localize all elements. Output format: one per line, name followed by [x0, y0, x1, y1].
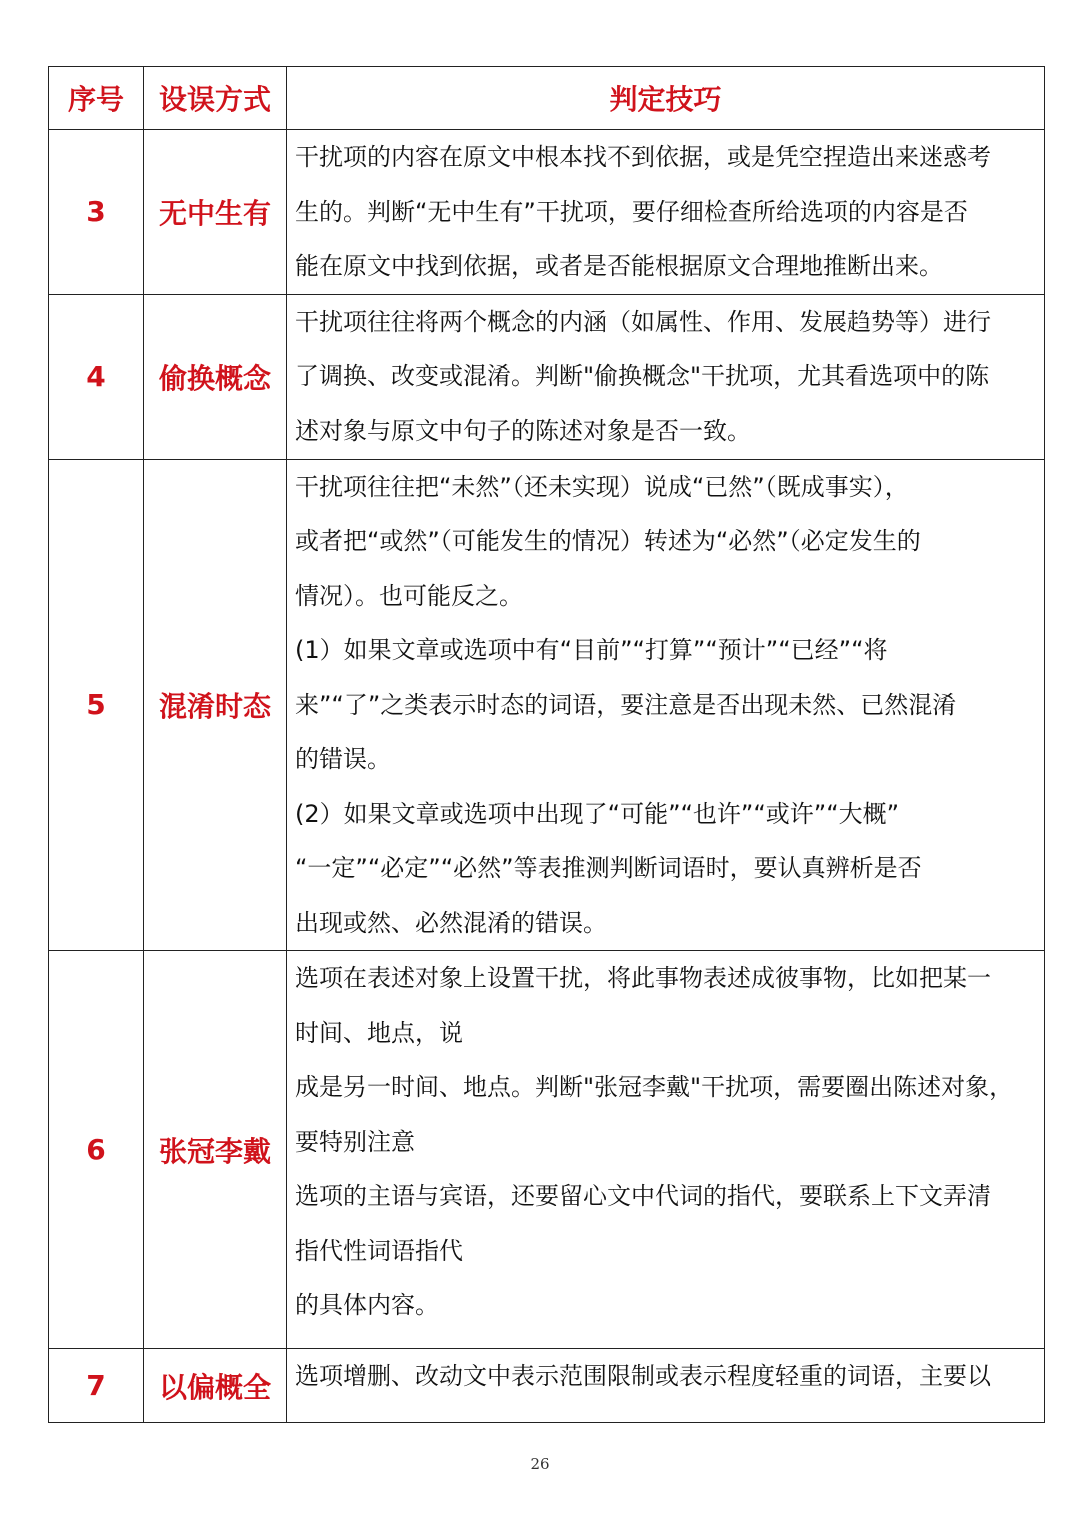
technique-line: 干扰项往往把“未然”（还未实现）说成“已然”（既成事实），	[295, 472, 909, 501]
technique-line: 要特别注意	[295, 1127, 415, 1156]
technique-line: 干扰项往往将两个概念的内涵（如属性、作用、发展趋势等）进行	[295, 307, 991, 336]
technique-line: 出现或然、必然混淆的错误。	[295, 908, 607, 937]
table-row	[49, 130, 1045, 295]
technique-line: “一定”“必定”“必然”等表推测判断词语时，要认真辨析是否	[295, 854, 922, 882]
table-header-row	[49, 67, 1045, 130]
technique-line: 生的。判断“无中生有”干扰项，要仔细检查所给选项的内容是否	[295, 197, 968, 226]
technique-line: 了调换、改变或混淆。判断"偷换概念"干扰项，尤其看选项中的陈	[295, 362, 990, 390]
table-row	[49, 951, 1045, 1349]
page-number: 26	[530, 1455, 550, 1473]
header-method: 设误方式	[144, 67, 287, 130]
row-number: 5	[49, 459, 144, 951]
technique-line: 的具体内容。	[295, 1291, 439, 1319]
row-number: 3	[49, 130, 144, 295]
row-number: 4	[49, 294, 144, 459]
row-method: 以偏概全	[144, 1349, 287, 1423]
row-technique	[287, 1349, 1045, 1423]
technique-line: 能在原文中找到依据，或者是否能根据原文合理地推断出来。	[295, 252, 943, 280]
table-row	[49, 1349, 1045, 1423]
technique-line: 情况）。也可能反之。	[295, 581, 523, 610]
row-technique	[287, 459, 1045, 951]
row-number: 7	[49, 1349, 144, 1423]
technique-line: 干扰项的内容在原文中根本找不到依据，或是凭空捏造出来迷惑考	[295, 143, 991, 171]
technique-line: 述对象与原文中句子的陈述对象是否一致。	[295, 416, 751, 445]
technique-line: 选项在表述对象上设置干扰，将此事物表述成彼事物，比如把某一	[295, 964, 991, 992]
technique-line: 选项的主语与宾语，还要留心文中代词的指代，要联系上下文弄清	[295, 1182, 991, 1210]
row-method: 混淆时态	[144, 459, 287, 951]
row-method: 无中生有	[144, 130, 287, 295]
technique-line: 来”“了”之类表示时态的词语，要注意是否出现未然、已然混淆	[295, 690, 957, 719]
technique-line: 或者把“或然”（可能发生的情况）转述为“必然”（必定发生的	[295, 527, 921, 555]
technique-line: 成是另一时间、地点。判断"张冠李戴"干扰项，需要圈出陈述对象，	[295, 1073, 1014, 1101]
row-technique	[287, 130, 1045, 295]
technique-line: 选项增删、改动文中表示范围限制或表示程度轻重的词语，主要以	[295, 1362, 991, 1390]
technique-line: (2）如果文章或选项中出现了“可能”“也许”“或许”“大概”	[295, 799, 900, 828]
technique-line: (1）如果文章或选项中有“目前”“打算”“预计”“已经”“将	[295, 636, 888, 664]
row-method: 张冠李戴	[144, 951, 287, 1349]
row-technique	[287, 951, 1045, 1349]
technique-line: 的错误。	[295, 745, 391, 773]
technique-line: 指代性词语指代	[295, 1236, 463, 1265]
technique-line: 时间、地点，说	[295, 1018, 463, 1047]
row-technique	[287, 294, 1045, 459]
header-technique: 判定技巧	[287, 67, 1045, 130]
table-row	[49, 459, 1045, 951]
row-method: 偷换概念	[144, 294, 287, 459]
row-number: 6	[49, 951, 144, 1349]
table-row	[49, 294, 1045, 459]
header-num: 序号	[49, 67, 144, 130]
technique-table	[48, 66, 1045, 1423]
